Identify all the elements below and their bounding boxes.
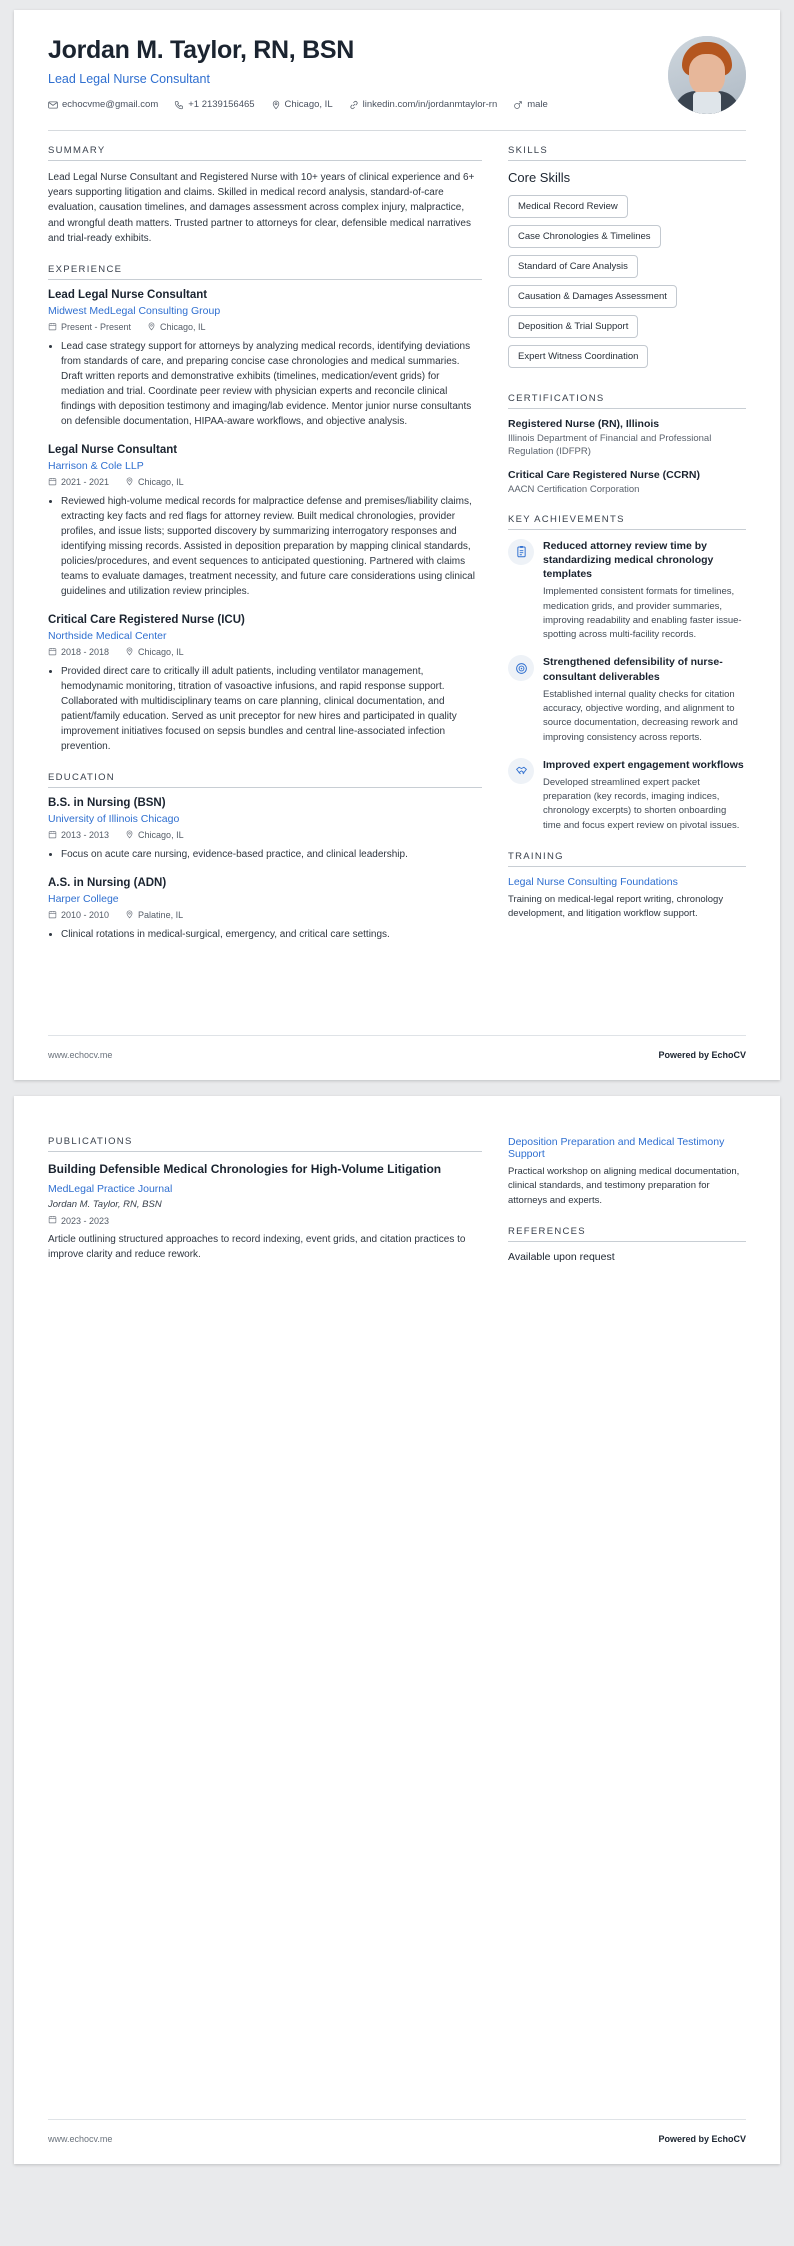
education-dates: [48, 830, 109, 841]
job-dates: [48, 322, 131, 333]
contact-phone[interactable]: [174, 99, 254, 110]
job-title: Critical Care Registered Nurse (ICU): [48, 613, 245, 626]
calendar-icon: [48, 910, 57, 921]
job-location: [125, 477, 184, 488]
achievements-title: KEY ACHIEVEMENTS: [508, 513, 625, 525]
education-school[interactable]: Harper College: [48, 892, 119, 905]
experience-item: [48, 289, 482, 429]
job-location-text: Chicago, IL: [138, 647, 184, 658]
phone-icon: [174, 100, 184, 110]
training-title: TRAINING: [508, 850, 564, 862]
envelope-icon: [48, 100, 58, 110]
training-name[interactable]: Legal Nurse Consulting Foundations: [508, 875, 678, 888]
map-pin-icon: [125, 830, 134, 841]
calendar-icon: [48, 477, 57, 488]
section-experience: [48, 264, 482, 754]
skill-chip: Medical Record Review: [508, 195, 628, 218]
job-bullet: • Reviewed high-volume medical records for malpractice defense and premises/liability claims, extracting key facts and red flags for attorney review. Built medical chronologies, provider profiles, and issue lists; supported discovery by summarizing interrogatory responses and identifying missing records. Assisted in deposition preparation by mapping clinical standards, policies/procedures, and event sequences to anticipated questioning. Partnered with claims teams to evaluate damages, treatment necessity, and future care considerations using clinical guidelines and utilization review principles.: [61, 494, 482, 599]
achievement-title: Reduced attorney review time by standardizing medical chronology templates: [543, 539, 714, 581]
education-dates: [48, 910, 109, 921]
education-bullets: [48, 927, 482, 942]
education-location: [125, 910, 183, 921]
skill-chip: Deposition & Trial Support: [508, 315, 638, 338]
job-dates: [48, 647, 109, 658]
certifications-title: CERTIFICATIONS: [508, 393, 605, 404]
achievement-desc: Implemented consistent formats for timelines, medication grids, and provider summaries, improving readability and enabling faster issue-spotting across multi-facility records.: [543, 586, 742, 641]
publication-journal[interactable]: MedLegal Practice Journal: [48, 1183, 173, 1196]
certification-name: Registered Nurse (RN), Illinois: [508, 418, 660, 430]
summary-text: Lead Legal Nurse Consultant and Registered Nurse with 10+ years of clinical experience and 6+ years supporting litigation and claims. Skilled in medical record analysis, standard-of-care evaluation, causation timelines, and damages assessment across complex injury, malpractice, and wrongful death matters. Trusted partner to attorneys for clear, defensible medical narratives and trial-ready exhibits.: [48, 172, 475, 244]
resume-page-1: [14, 10, 780, 1080]
resume-page-2: [14, 1096, 780, 2164]
training-item-continued: [508, 1136, 746, 1208]
section-summary: [48, 145, 482, 246]
contact-email-text: echocvme@gmail.com: [62, 99, 159, 110]
achievement-title: Improved expert engagement workflows: [543, 758, 744, 771]
achievement-desc: Established internal quality checks for citation accuracy, objective wording, and alignment to source documentation, decreasing rework and improving consistency across reports.: [543, 688, 738, 743]
page-title: Jordan M. Taylor, RN, BSN: [48, 36, 354, 64]
experience-item: [48, 614, 482, 754]
job-bullets: [48, 494, 482, 599]
education-item: [48, 877, 482, 942]
education-item: [48, 797, 482, 862]
skills-subtitle: Core Skills: [508, 170, 571, 185]
target-icon: [508, 655, 534, 681]
calendar-icon: [48, 322, 57, 333]
skill-chip: Causation & Damages Assessment: [508, 285, 677, 308]
page-footer: [48, 1050, 746, 1060]
job-bullet: • Provided direct care to critically ill adult patients, including ventilator management, hemodynamic monitoring, titration of vasoactive infusions, and rapid response support. Collaborated with multidisciplinary teams on care planning, clinical documentation, and patient/family education. Served as unit preceptor for new hires and participated in quality improvement initiatives focused on sepsis bundles and central line-associated infection prevention.: [61, 664, 482, 754]
job-title: Legal Nurse Consultant: [48, 443, 178, 456]
job-organization[interactable]: Midwest MedLegal Consulting Group: [48, 304, 221, 317]
calendar-icon: [48, 1215, 57, 1226]
footer-site[interactable]: www.echocv.me: [48, 1050, 113, 1060]
experience-item: [48, 444, 482, 599]
education-degree: B.S. in Nursing (BSN): [48, 796, 166, 809]
resume-header: [48, 36, 746, 114]
publication-title: Building Defensible Medical Chronologies for High-Volume Litigation: [48, 1162, 442, 1176]
job-dates-text: 2018 - 2018: [61, 647, 110, 658]
clipboard-icon: [508, 539, 534, 565]
education-location-text: Chicago, IL: [138, 830, 184, 841]
summary-title: SUMMARY: [48, 145, 106, 156]
education-degree: A.S. in Nursing (ADN): [48, 876, 167, 889]
certification-org: AACN Certification Corporation: [508, 483, 640, 495]
map-pin-icon: [271, 100, 281, 110]
skill-chip: Standard of Care Analysis: [508, 255, 638, 278]
contact-location-text: Chicago, IL: [284, 99, 333, 110]
education-dates-text: 2010 - 2010: [61, 910, 110, 921]
publication-dates-text: 2023 - 2023: [61, 1215, 110, 1226]
education-school[interactable]: University of Illinois Chicago: [48, 812, 180, 825]
education-title: EDUCATION: [48, 771, 115, 783]
publication-authors: Jordan M. Taylor, RN, BSN: [48, 1199, 162, 1211]
section-training: [508, 851, 746, 922]
contact-row: [48, 99, 652, 110]
job-location: [147, 322, 206, 333]
calendar-icon: [48, 830, 57, 841]
job-organization[interactable]: Northside Medical Center: [48, 629, 167, 642]
job-location-text: Chicago, IL: [160, 322, 206, 333]
map-pin-icon: [125, 647, 134, 658]
header-divider: [48, 130, 746, 131]
certification-item: [508, 418, 746, 459]
job-bullets: [48, 664, 482, 754]
publication-item: [48, 1161, 482, 1262]
contact-email[interactable]: [48, 99, 158, 110]
contact-phone-text: +1 2139156465: [188, 99, 255, 110]
contact-linkedin[interactable]: [349, 99, 498, 110]
handshake-icon: [508, 758, 534, 784]
achievement-item: [508, 655, 746, 744]
job-title: Lead Legal Nurse Consultant: [48, 288, 208, 301]
header-role: Lead Legal Nurse Consultant: [48, 72, 210, 86]
achievement-desc: Developed streamlined expert packet preparation (key records, imaging indices, chronology excerpts) to shorten onboarding time and focus expert review on pivotal issues.: [543, 776, 740, 831]
training-desc: Training on medical-legal report writing, chronology development, and litigation workflow support.: [508, 893, 724, 920]
map-pin-icon: [125, 910, 134, 921]
gender-icon: [513, 100, 523, 110]
skill-chip: Case Chronologies & Timelines: [508, 225, 661, 248]
education-bullet: • Clinical rotations in medical-surgical, emergency, and critical care settings.: [61, 927, 482, 942]
job-bullets: [48, 339, 482, 429]
page-footer: [48, 2134, 746, 2144]
contact-gender-text: male: [527, 99, 548, 110]
calendar-icon: [48, 647, 57, 658]
avatar: [668, 36, 746, 114]
training-item: [508, 876, 746, 922]
contact-gender: [513, 99, 548, 110]
publications-title: PUBLICATIONS: [48, 1136, 133, 1147]
education-bullets: [48, 847, 482, 862]
achievement-item: [508, 758, 746, 833]
footer-powered-by: Powered by EchoCV: [658, 1050, 746, 1060]
link-icon: [349, 100, 359, 110]
references-text: Available upon request: [508, 1250, 615, 1263]
achievement-title: Strengthened defensibility of nurse-consultant deliverables: [543, 656, 723, 683]
publication-desc: Article outlining structured approaches to record indexing, event grids, and citation practices to improve clarity and reduce rework.: [48, 1234, 466, 1261]
footer-powered-by: Powered by EchoCV: [658, 2134, 746, 2144]
job-location: [125, 647, 184, 658]
contact-linkedin-text: linkedin.com/in/jordanmtaylor-rn: [362, 99, 498, 110]
education-location-text: Palatine, IL: [138, 910, 184, 921]
job-organization[interactable]: Harrison & Cole LLP: [48, 459, 144, 472]
experience-title: EXPERIENCE: [48, 263, 123, 275]
education-bullet: • Focus on acute care nursing, evidence-based practice, and clinical leadership.: [61, 847, 482, 862]
certification-item: [508, 469, 746, 496]
job-dates-text: 2021 - 2021: [61, 477, 110, 488]
skills-chip-list: [508, 195, 746, 375]
map-pin-icon: [125, 477, 134, 488]
footer-site[interactable]: www.echocv.me: [48, 2134, 113, 2144]
achievement-item: [508, 539, 746, 643]
skills-title: SKILLS: [508, 145, 549, 156]
section-certifications: [508, 393, 746, 496]
skill-chip: Expert Witness Coordination: [508, 345, 648, 368]
section-key-achievements: [508, 514, 746, 833]
certification-org: Illinois Department of Financial and Professional Regulation (IDFPR): [508, 433, 712, 458]
map-pin-icon: [147, 322, 156, 333]
training-desc: Practical workshop on aligning medical documentation, clinical standards, and testimony preparation for attorneys and experts.: [508, 1166, 740, 1206]
publication-dates: [48, 1215, 109, 1226]
job-dates: [48, 477, 109, 488]
section-education: [48, 772, 482, 942]
references-title: REFERENCES: [508, 1225, 586, 1237]
section-publications: [48, 1136, 482, 1262]
job-dates-text: Present - Present: [61, 322, 132, 333]
job-location-text: Chicago, IL: [138, 477, 184, 488]
education-location: [125, 830, 184, 841]
contact-location: [271, 99, 333, 110]
section-skills: [508, 145, 746, 375]
training-name[interactable]: Deposition Preparation and Medical Testimony Support: [508, 1136, 725, 1160]
job-bullet: • Lead case strategy support for attorneys by analyzing medical records, identifying deviations from standards of care, and preparing concise case chronologies and medical summaries. Draft written reports and demonstrative exhibits (timelines, medication/event grids) for mediation and trial. Coordinate peer review with physician experts and reconcile clinical findings with deposition testimony and imaging/lab evidence. Mentor junior nurse consultants on defensible documentation, HIPAA-aware workflows, and objective analysis.: [61, 339, 482, 429]
certification-name: Critical Care Registered Nurse (CCRN): [508, 468, 700, 481]
section-references: [508, 1226, 746, 1263]
education-dates-text: 2013 - 2013: [61, 830, 110, 841]
